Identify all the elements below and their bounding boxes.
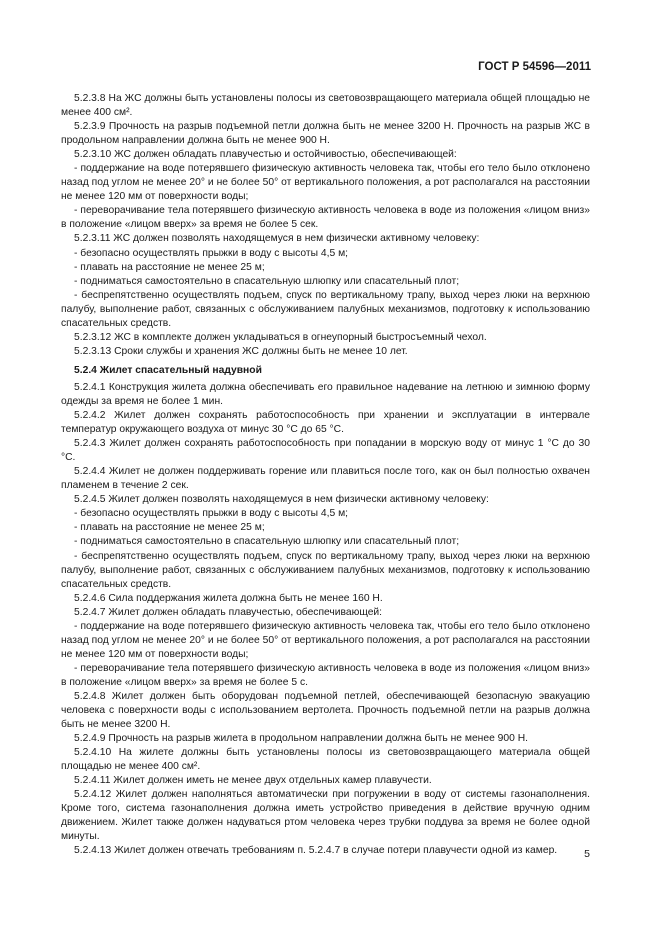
clause-5-2-3-9: 5.2.3.9 Прочность на разрыв подъемной петли должна быть не менее 3200 Н. Прочность на разрыв ЖС в продольном направлении должна быть не менее 900 Н. bbox=[61, 121, 590, 147]
standard-designation: ГОСТ Р 54596—2011 bbox=[478, 61, 591, 73]
clause-5-2-3-8: 5.2.3.8 На ЖС должны быть установлены полосы из световозвращающего материала общей площадью не менее 400 см². bbox=[61, 93, 590, 119]
section-heading-5-2-4: 5.2.4 Жилет спасательный надувной bbox=[74, 364, 262, 376]
list-item: - плавать на расстояние не менее 25 м; bbox=[74, 522, 265, 534]
clause-5-2-4-3: 5.2.4.3 Жилет должен сохранять работоспособность при попадании в морскую воду от минус 1 °С до 30 °С. bbox=[61, 438, 590, 464]
list-item: - плавать на расстояние не менее 25 м; bbox=[74, 261, 265, 273]
clause-5-2-4-9: 5.2.4.9 Прочность на разрыв жилета в продольном направлении должна быть не менее 900 Н. bbox=[74, 733, 529, 745]
clause-5-2-4-8: 5.2.4.8 Жилет должен быть оборудован подъемной петлей, обеспечивающей безопасную эвакуацию человека с поверхности воды с использованием вертолета. Прочность подъемной петли на разрыв должна быть не менее 3200 Н. bbox=[61, 690, 590, 731]
clause-5-2-4-12: 5.2.4.12 Жилет должен наполняться автоматически при погружении в воду от системы газонаполнения. Кроме того, система газонаполнения должна иметь устройство приведения в действие вручную одним движением. Жилет также должен надуваться ртом человека через трубки поддува за время не более одной минуты. bbox=[61, 789, 590, 843]
clause-5-2-4-11: 5.2.4.11 Жилет должен иметь не менее двух отдельных камер плавучести. bbox=[74, 775, 432, 787]
clause-5-2-3-12: 5.2.3.12 ЖС в комплекте должен укладываться в огнеупорный быстросъемный чехол. bbox=[74, 331, 487, 343]
document-body bbox=[61, 92, 590, 859]
clause-5-2-4-6: 5.2.4.6 Сила поддержания жилета должна быть не менее 160 Н. bbox=[74, 592, 383, 604]
list-item: - поддержание на воде потерявшего физическую активность человека так, чтобы его тело было отклонено назад под углом не менее 20° и не более 50° от вертикального положения, а рот располагался на расстоянии не менее 120 мм от поверхности воды; bbox=[61, 163, 590, 203]
list-item: - беспрепятственно осуществлять подъем, спуск по вертикальному трапу, выход через люки на верхнюю палубу, выполнение работ, связанных с обслуживанием палубных механизмов, подготовку к использованию спасательных средств. bbox=[61, 289, 590, 329]
list-item: - переворачивание тела потерявшего физическую активность человека в воде из положения «лицом вниз» в положение «лицом вверх» за время не более 5 сек. bbox=[61, 205, 590, 231]
clause-5-2-3-10: 5.2.3.10 ЖС должен обладать плавучестью и остойчивостью, обеспечивающей: bbox=[74, 149, 457, 161]
clause-5-2-4-13: 5.2.4.13 Жилет должен отвечать требованиям п. 5.2.4.7 в случае потери плавучести одной из камер. bbox=[74, 845, 558, 857]
list-item: - подниматься самостоятельно в спасательную шлюпку или спасательный плот; bbox=[74, 536, 460, 548]
list-item: - переворачивание тела потерявшего физическую активность человека в воде из положения «лицом вниз» в положение «лицом вверх» за время не более 5 с. bbox=[61, 662, 590, 688]
clause-5-2-4-5: 5.2.4.5 Жилет должен позволять находящемуся в нем физически активному человеку: bbox=[74, 494, 489, 506]
clause-5-2-4-7: 5.2.4.7 Жилет должен обладать плавучестью, обеспечивающей: bbox=[74, 606, 383, 618]
list-item: - безопасно осуществлять прыжки в воду с высоты 4,5 м; bbox=[74, 247, 349, 259]
clause-5-2-3-13: 5.2.3.13 Сроки службы и хранения ЖС должны быть не менее 10 лет. bbox=[74, 345, 408, 357]
list-item: - поддержание на воде потерявшего физическую активность человека так, чтобы его тело было отклонено назад под углом не менее 20° и не более 50° от вертикального положения, а рот располагался на расстоянии не менее 120 мм от поверхности воды; bbox=[61, 620, 590, 660]
clause-5-2-4-1: 5.2.4.1 Конструкция жилета должна обеспечивать его правильное надевание на летнюю и зимнюю форму одежды за время не более 1 мин. bbox=[61, 381, 590, 407]
list-item: - безопасно осуществлять прыжки в воду с высоты 4,5 м; bbox=[74, 508, 349, 520]
clause-5-2-4-2: 5.2.4.2 Жилет должен сохранять работоспособность при хранении и эксплуатации в интервале температур окружающего воздуха от минус 30 °С до 65 °С. bbox=[61, 410, 590, 436]
clause-5-2-4-4: 5.2.4.4 Жилет не должен поддерживать горение или плавиться после того, как он был полностью охвачен пламенем в течение 2 сек. bbox=[61, 466, 590, 492]
page-number: 5 bbox=[584, 848, 590, 860]
clause-5-2-4-10: 5.2.4.10 На жилете должны быть установлены полосы из световозвращающего материала общей площадью не менее 400 см². bbox=[61, 747, 590, 773]
list-item: - беспрепятственно осуществлять подъем, спуск по вертикальному трапу, выход через люки на верхнюю палубу, выполнение работ, связанных с обслуживанием палубных механизмов, подготовку к использованию спасательных средств. bbox=[61, 550, 590, 590]
clause-5-2-3-11: 5.2.3.11 ЖС должен позволять находящемуся в нем физически активному человеку: bbox=[74, 233, 480, 245]
list-item: - подниматься самостоятельно в спасательную шлюпку или спасательный плот; bbox=[74, 275, 460, 287]
